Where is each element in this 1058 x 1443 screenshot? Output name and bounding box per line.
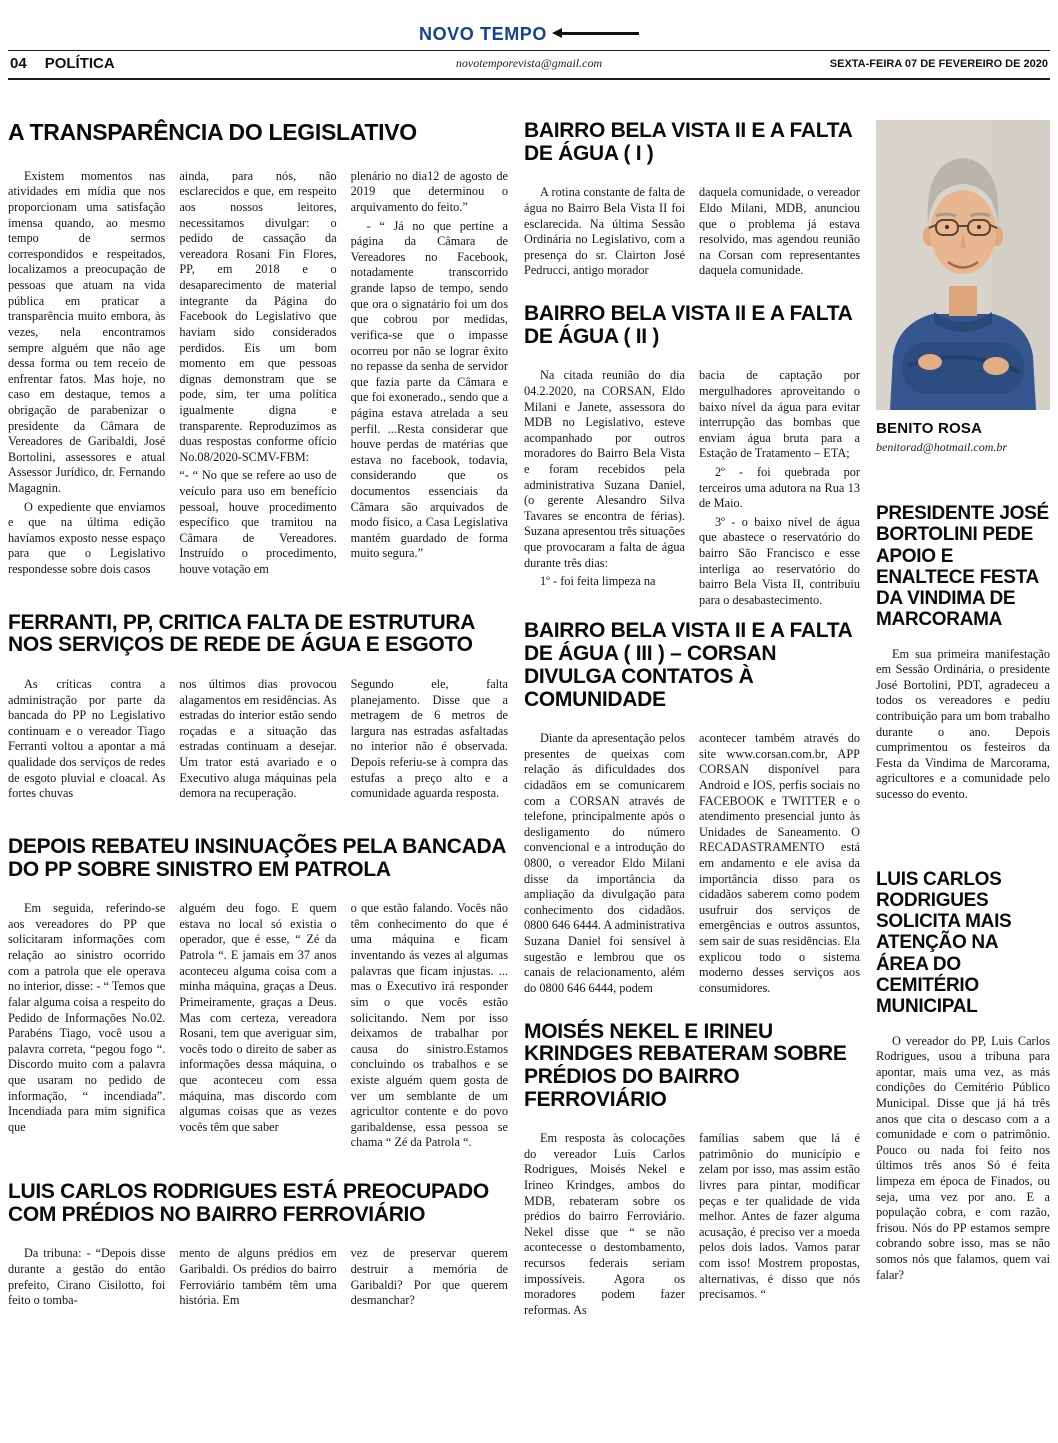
- paragraph: Em seguida, referindo-se aos vereadores do PP que solicitaram informações com relação ao sinistro ocorrido com a patrola que ele operava no interior, disse: - “ Temos que falar alguma coisa a respeito do Pedido de Informações No.02. Parabéns Tiago, você usou a palavra correta, “pegou fogo “. Discordo muito com a palavra que usaram no pedido de informação, “ incendiada”. Incendiada para mim significa que: [8, 901, 166, 1134]
- paragraph: 2º - foi quebrada por terceiros uma adutora na Rua 13 de Maio.: [699, 465, 860, 511]
- zone-left: [8, 120, 508, 1319]
- article-cemiterio: [876, 869, 1050, 1284]
- article-bela-vista-1: [524, 120, 860, 279]
- paragraph: o que estão falando. Vocês não têm conhecimento do que é uma máquina e ficam inventando ás vezes al algumas palavras que ficam injustas. ... mas o Executivo irá responder sim o que vocês estão solicitando. Nem por isso deixamos de trabalhar por causa do sinistro.Estamos concluindo os trabalhos e se existe alguém quem gosta de ver um semblante de um agricultor contente e do povo garibaldense, essa pessoa se chama “ Zé da Patrola “.: [350, 901, 508, 1150]
- article-column: [524, 1131, 685, 1318]
- paragraph: bacia de captação por mergulhadores aproveitando o baixo nível da água para evitar interrupção das bombas que enviam água bruta para a Estação de Tratamento – ETA;: [699, 368, 860, 461]
- paragraph: mento de alguns prédios em Garibaldi. Os prédios do bairro Ferroviário também têm uma história. Em: [179, 1246, 337, 1308]
- paragraph: - “ Já no que pertine a página da Câmara de Vereadores no Facebook, notadamente transcorrido grande lapso de tempo, sendo que ora o signatário foi um dos que cobrou por medidas, verifica-se que o impasse ocorreu por não se lograr êxito no repasse da senha de servidor que fazia parte da Câmara e que foi exonerado., sendo que a página estava atrelada a seu perfil. ...Resta considerar que houve perdas de matérias que estava no facebook, todavia, considerando que os documentos essenciais da Câmara são arquivados de modo físico, a Casa Legislativa mantém guardado de forma muito segura.”: [350, 218, 508, 561]
- masthead-arrow-icon: [561, 32, 639, 35]
- article-title: DEPOIS REBATEU INSINUAÇÕES PELA BANCADA DO PP SOBRE SINISTRO EM PATROLA: [8, 834, 506, 881]
- article-column: [699, 731, 860, 996]
- article-title: LUIS CARLOS RODRIGUES SOLICITA MAIS ATENÇÃO NA ÁREA DO CEMITÉRIO MUNICIPAL: [876, 868, 1012, 1018]
- article-body: [8, 1246, 508, 1308]
- paragraph: alguém deu fogo. E quem estava no local só existia o operador, que é esse, “ Zé da Patrola “. E jamais em 37 anos aconteceu alguma coisa com a minha máquina, graças a Deus. Primeiramente, graças a Deus. Mas com certeza, vereadora Rosani, tem que averiguar sim, vocês todo o direito de saber as informações dessa máquina, o que aconteceu com essa máquina, mas discordo com algumas coisas que as vezes vocês têm que saber: [179, 901, 337, 1134]
- paragraph: plenário no dia12 de agosto de 2019 que determinou o arquivamento do feito.”: [350, 168, 508, 215]
- author-photo-illustration: [876, 120, 1050, 410]
- article-nekel-krindges: [524, 1021, 860, 1319]
- byline: [876, 420, 1050, 455]
- paragraph: nos últimos dias provocou alagamentos em residências. As estradas do interior estão sendo roçadas e a situação das estradas continuam a desejar. Um trator está avariado e o Executivo aluga máquinas pela demora na recuperação.: [179, 677, 337, 801]
- paragraph: A rotina constante de falta de água no Bairro Bela Vista II foi esclarecida. Na última Sessão Ordinária no Legislativo, com a presença do sr. Clairton José Pedrucci, antigo morador: [524, 185, 685, 278]
- paragraph: “- “ No que se refere ao uso de veículo para uso em benefício pessoal, houve procedimento específico que tramitou na Câmara de Vereadores. Instruído o procedimento, houve votação em: [179, 468, 337, 577]
- article-column: [524, 368, 685, 608]
- article-column: [351, 1246, 508, 1308]
- article-title: BAIRRO BELA VISTA II E A FALTA DE ÁGUA ( II ): [524, 302, 852, 348]
- paragraph: Em resposta às colocações do vereador Luis Carlos Rodrigues, Moisés Nekel e Irineo Krindges, ambos do MDB, rebateram sobre os prédios do bairro Ferroviário. Nekel disse que “ se não acontecesse o destombamento, recursos federais seriam impossíveis. Agora os moradores podem fazer reformas. As: [524, 1131, 685, 1317]
- author-name: BENITO ROSA: [876, 420, 983, 437]
- paragraph: O vereador do PP, Luis Carlos Rodrigues, usou a tribuna para apontar, mais uma vez, as más condições do Cemitério Público Municipal. Disse que já há três anos que cita o descaso com a a comunidade e com o patrimônio. Pouco ou nada foi feito nos últimos três anos Só é feita limpeza em época de Finados, ou seja, uma vez por ano. E a população cobra, e com razão, frisou. Nós do PP estamos sempre cobrando sobre isso, mas se não somos nós que falamos, quem vai falar?: [876, 1033, 1050, 1282]
- article-body: [8, 169, 508, 578]
- paragraph: Segundo ele, falta planejamento. Disse que a metragem de 6 metros de largura nas estradas asfaltadas no interior não é observada. Depois referiu-se à compra das estufas a preço alto e a comunidade aguarda resposta.: [350, 677, 508, 801]
- author-photo: [876, 120, 1050, 410]
- zone-right: [876, 120, 1050, 1319]
- article-bela-vista-2: [524, 303, 860, 608]
- article-ferroviario: [8, 1181, 508, 1309]
- article-body: [524, 185, 860, 279]
- article-column: [8, 677, 165, 802]
- article-column: [699, 368, 860, 608]
- article-title: BAIRRO BELA VISTA II E A FALTA DE ÁGUA ( III ) – CORSAN DIVULGA CONTATOS À COMUNIDADE: [524, 619, 852, 711]
- masthead-title: NOVO TEMPO: [418, 24, 547, 44]
- article-body: [8, 677, 508, 802]
- article-title: BAIRRO BELA VISTA II E A FALTA DE ÁGUA ( I ): [524, 119, 852, 165]
- paragraph: 1º - foi feita limpeza na: [540, 574, 656, 589]
- article-transparencia: [8, 120, 508, 578]
- paragraph: daquela comunidade, o vereador Eldo Milani, MDB, anunciou que o problema já estava resolvido, mas agendou reunião na Corsan com representantes daquela comunidade.: [699, 185, 860, 278]
- article-column: [351, 169, 508, 578]
- article-column: [699, 1131, 860, 1318]
- article-patrola: [8, 836, 508, 1151]
- article-title: MOISÉS NEKEL E IRINEU KRINDGES REBATERAM SOBRE PRÉDIOS DO BAIRRO FERROVIÁRIO: [524, 1019, 847, 1111]
- paragraph: As críticas contra a administração por parte da bancada do PP no Legislativo continuam e o vereador Tiago Ferranti voltou a apontar a má qualidade dos serviços de redes de esgoto pluvial e cloacal. As fortes chuvas: [8, 677, 166, 801]
- article-column: [876, 1034, 1050, 1284]
- paragraph: Da tribuna: - “Depois disse durante a gestão do então prefeito, Cirano Cisilotto, foi feito o tomba-: [8, 1246, 166, 1308]
- paragraph: vez de preservar querem destruir a memória de Garibaldi? Por que querem desmanchar?: [350, 1246, 508, 1308]
- paragraph: 3º - o baixo nível de água que abastece o reservatório do bairro São Francisco e esse interliga ao reservatório do bairro Bela Vista II, contribuiu para o desabastecimento.: [699, 514, 860, 607]
- article-bela-vista-3: [524, 620, 860, 996]
- paragraph: Existem momentos nas atividades em mídia que nos proporcionam uma satisfação imensa quando, ao mesmo tempo de sermos correspondidos e respeitados, localizamos a preocupação de pessoas que atuam na vida pública em praticar a transparência muito embora, às vezes, nela encontramos sempre alguém que não age dessa forma ou tem receio de enfrentar fatos. Mas hoje, no caso em destaque, temos a obrigação de parabenizar o presidente da Câmara de Vereadores de Garibaldi, José Bortolini, assessores e atual Assessor Jurídico, dr. Fernando Magagnin.: [8, 168, 166, 496]
- paragraph: acontecer também através do site www.corsan.com.br, APP CORSAN disponível para Android e IOS, perfis sociais no FACEBOOK e TWITTER e o atendimento presencial junto às Unidades de Saneamento. O RECADASTRAMENTO está em andamento e ele avisa da importância disso para os cidadãos saberem como podem usufruir dos serviços de emergências e outros assuntos, sem sair de suas residências. Ela explicou todo o sistema moderno desses serviços aos consumidores.: [699, 731, 860, 995]
- paragraph: O expediente que enviamos e que na última edição havíamos exposto nesse espaço para que o Legislativo respondesse sobre dois casos: [8, 499, 166, 577]
- article-column: [8, 901, 165, 1151]
- header-band: [8, 51, 1050, 78]
- article-ferranti: [8, 612, 508, 802]
- article-title: PRESIDENTE JOSÉ BORTOLINI PEDE APOIO E ENALTECE FESTA DA VINDIMA DE MARCORAMA: [876, 503, 1049, 631]
- paragraph: ainda, para nós, não esclarecidos e que, em respeito aos nossos leitores, necessitamos divulgar: o pedido de cassação da vereadora Rosani Fin Flores, PP, em 2018 e o desaparecimento de material integrante da Página do Facebook do Legislativo que haviam sido considerados perdidos. Eis um bom momento em que pessoas dignas demonstram que se pode, sim, ter uma política igualmente digna e transparente. Reproduzimos as duas respostas conforme ofício No.08/2020-SCMV-FBM:: [179, 168, 337, 464]
- article-body: [524, 731, 860, 996]
- article-column: [524, 185, 685, 279]
- header-left: [10, 55, 356, 72]
- edition-date: SEXTA-FEIRA 07 DE FEVEREIRO DE 2020: [829, 57, 1048, 70]
- article-column: [524, 731, 685, 996]
- article-title: FERRANTI, PP, CRITICA FALTA DE ESTRUTURA NOS SERVIÇOS DE REDE DE ÁGUA E ESGOTO: [8, 610, 475, 657]
- article-body: [524, 368, 860, 608]
- paragraph: famílias sabem que lá é patrimônio do município e zelam por isso, mas assim estão livres para pintar, modificar peças e ter qualidade de vida melhor. Antes de fazer alguma acusação, é preciso ver a moeda pelos dois lados. Vamos parar com isso! Mostrem propostas, alternativas, é disso que nós precisamos. “: [699, 1131, 860, 1302]
- article-column: [179, 169, 336, 578]
- article-column: [351, 901, 508, 1151]
- page-number: 04: [10, 55, 27, 72]
- author-email: benitorad@hotmail.com.br: [876, 440, 1008, 454]
- paragraph: Em sua primeira manifestação em Sessão Ordinária, o presidente José Bortolini, PDT, agradeceu a todos os vereadores e pediu contribuição para um bom trabalho durante o ano. Depois cumprimentou os festeiros da Festa da Vindima de Marcorama, agricultores e a comunidade pelo sucesso do evento.: [876, 646, 1050, 802]
- article-column: [699, 185, 860, 279]
- article-bortolini: [876, 503, 1050, 803]
- zone-middle: [524, 120, 860, 1319]
- article-body: [524, 1131, 860, 1318]
- article-column: [179, 1246, 336, 1308]
- article-column: [876, 647, 1050, 803]
- article-column: [179, 677, 336, 802]
- article-body: [8, 901, 508, 1151]
- paragraph: Na citada reunião do dia 04.2.2020, na CORSAN, Eldo Milani e Janete, assessora do MDB no Legislativo, esteve acompanhado por outros moradores do Bairro Bela Vista e foram recebidos pela administrativa Suzana Daniel, (o gerente Alesandro Silva Tavares se encontra de férias). Suzana apresentou três situações que provocaram a falta de água durante três dias:: [524, 368, 685, 570]
- article-column: [8, 169, 165, 578]
- article-title: A TRANSPARÊNCIA DO LEGISLATIVO: [8, 119, 417, 145]
- article-column: [351, 677, 508, 802]
- masthead: [8, 24, 1050, 50]
- paragraph: Diante da apresentação pelos presentes de queixas com relação ás dificuldades dos cidadãos em se comunicarem com a CORSAN através de telefone, principalmente após o desligamento do número convencional e a introdução do 0800, o vereador Eldo Milani disse da importância da ampliação da divulgação para conhecimento dos cidadãos. 0800 646 6444. A administrativa Suzana Daniel foi sensível à sugestão e lembrou que os canais de relacionamento, além do 0800 646 6444, podem: [524, 731, 685, 995]
- article-column: [179, 901, 336, 1151]
- page-header: [8, 24, 1050, 80]
- section-title: POLÍTICA: [44, 55, 115, 72]
- article-column: [8, 1246, 165, 1308]
- page-content: [8, 80, 1050, 1319]
- masthead-email: novotemporevista@gmail.com: [455, 56, 603, 70]
- article-title: LUIS CARLOS RODRIGUES ESTÁ PREOCUPADO COM PRÉDIOS NO BAIRRO FERROVIÁRIO: [8, 1179, 489, 1226]
